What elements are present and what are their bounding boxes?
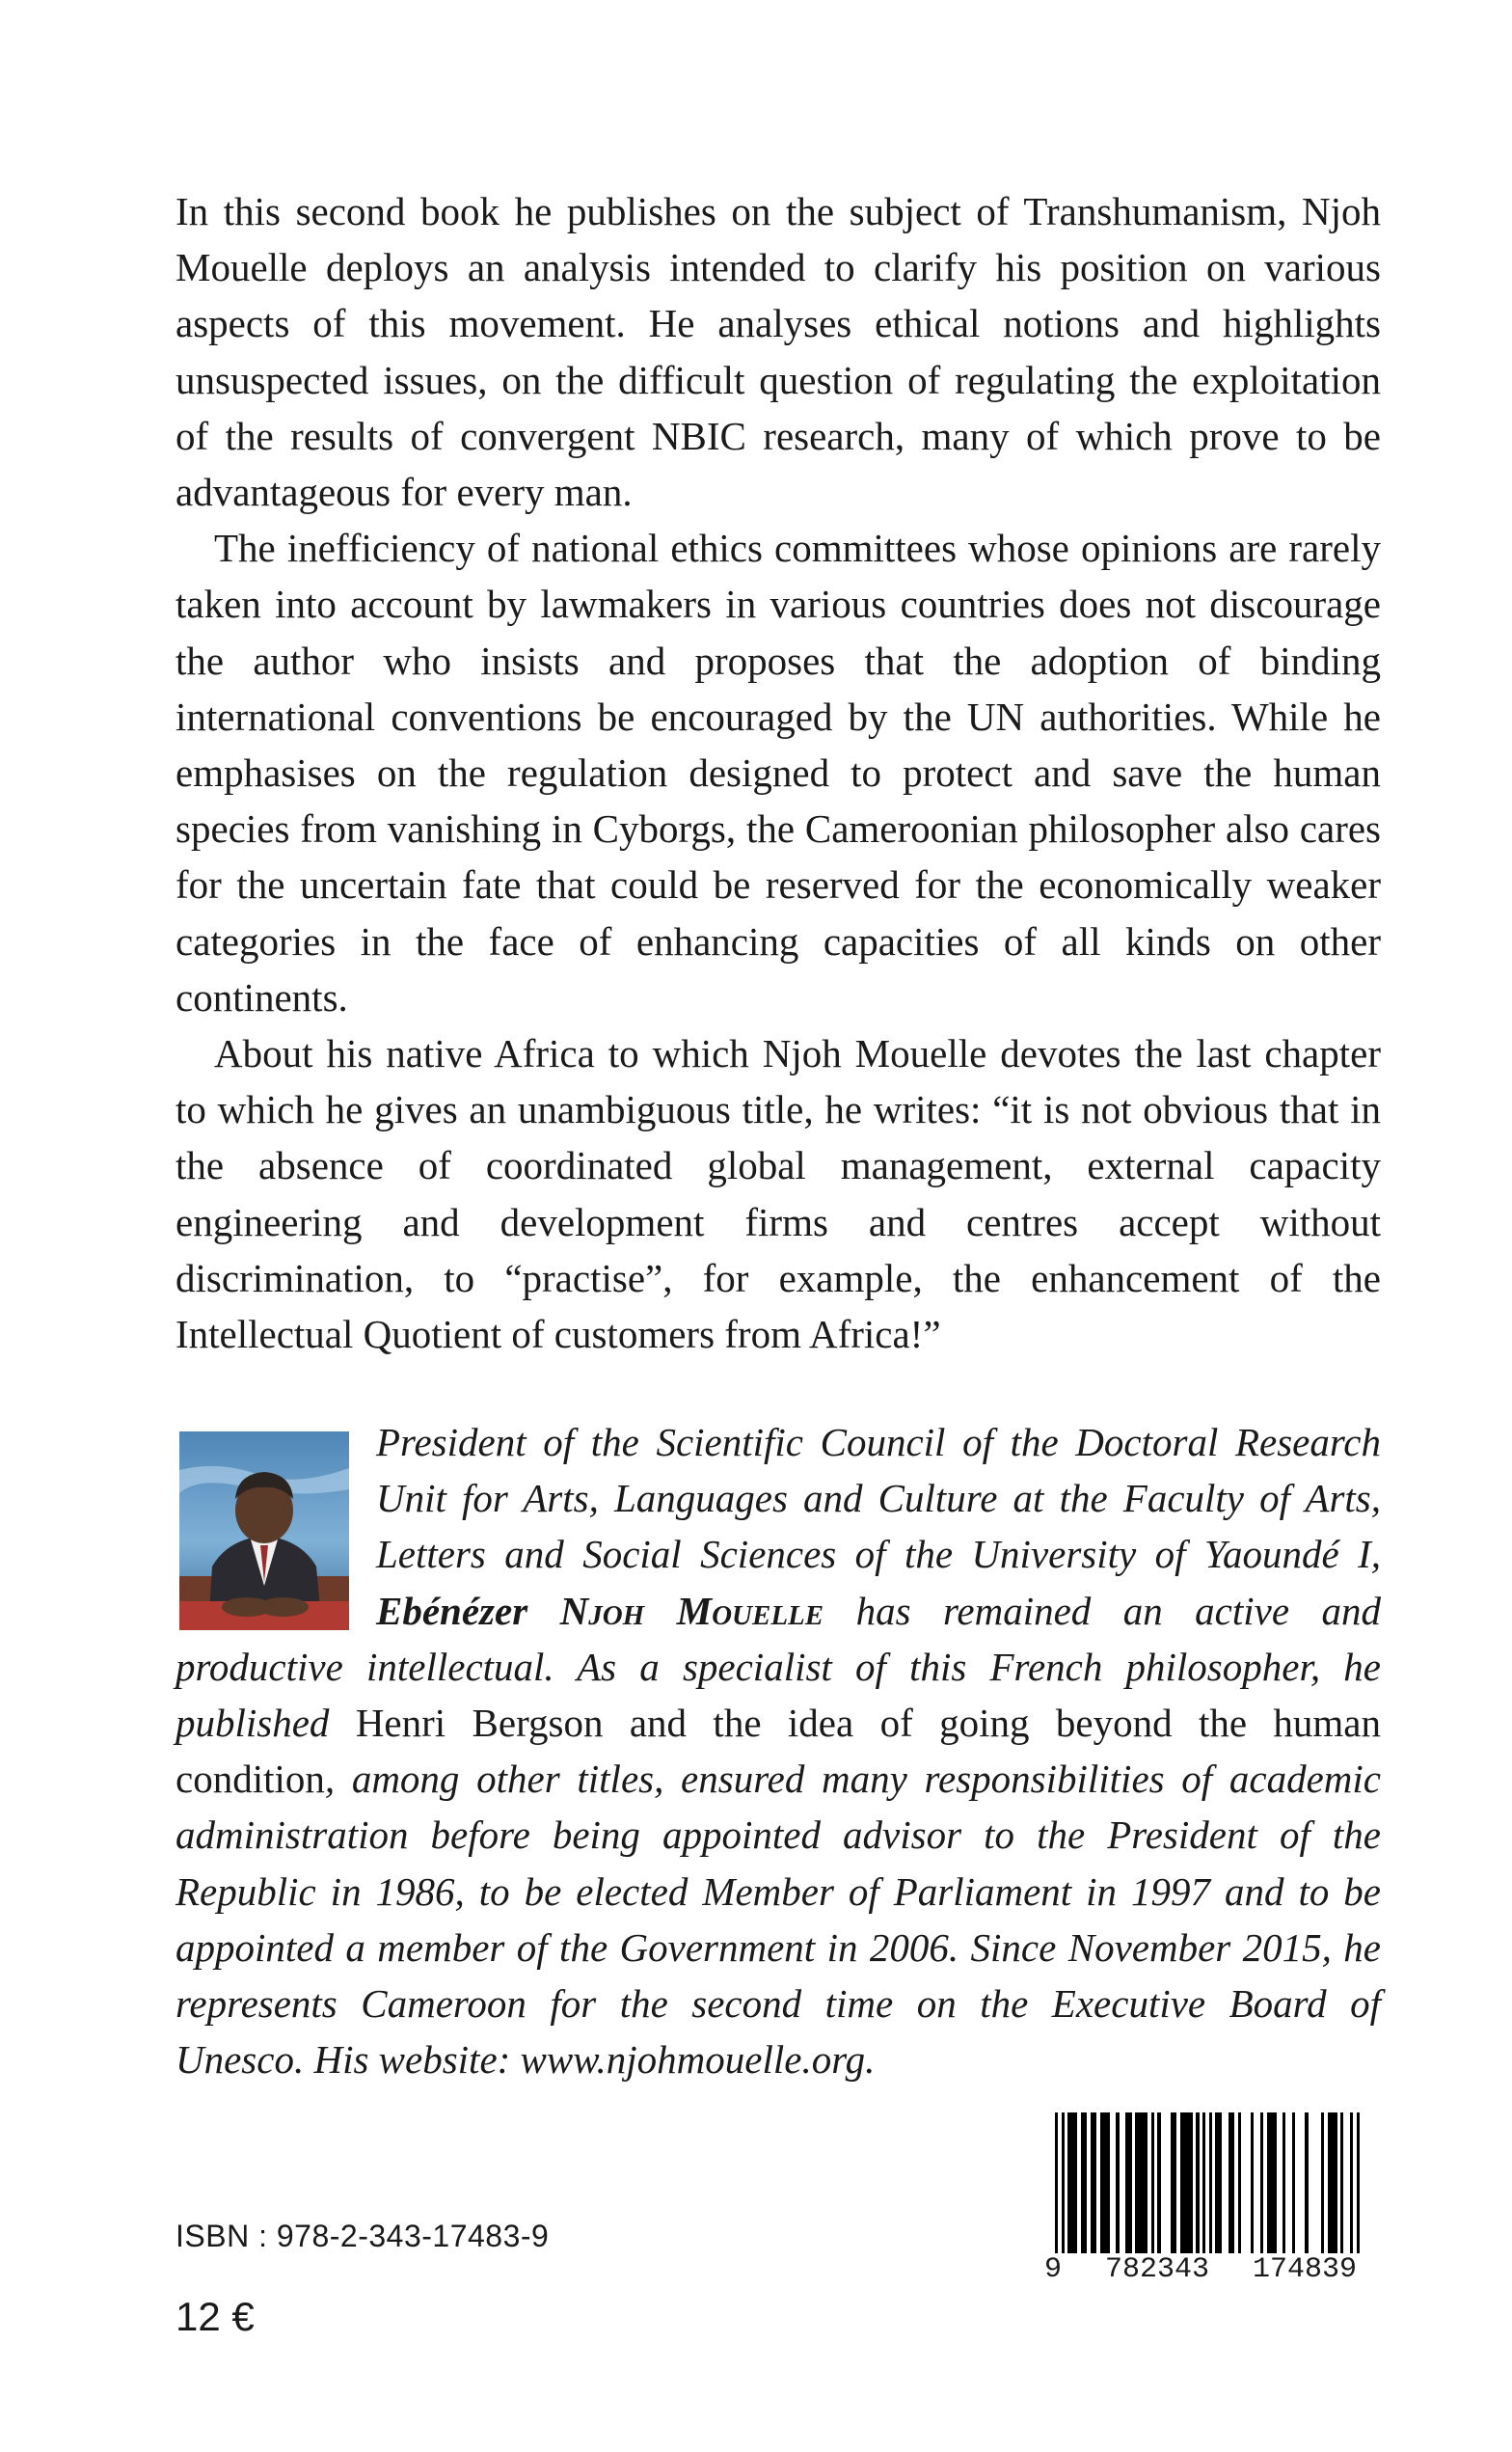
blurb-paragraph-3: About his native Africa to which Njoh Mouelle devotes the last chapter to which he gives an unambiguous title, he writes: “it is not obvious that in the absence of coordinated global management, external capacity engineering and development firms and centres accept without discrimination, to “practise”, for example, the enhancement of the Intellectual Quotient of customers from Africa!” (176, 1031, 1381, 1357)
barcode-bar (1180, 2112, 1193, 2253)
bio-intro: President of the Scientific Council of the Doctoral Research Unit for Arts, Languages and Culture at the Faculty of Arts, Letters and Social Sciences of the University of Yaoundé I, (376, 1420, 1381, 1577)
blurb-paragraph-1: In this second book he publishes on the subject of Transhumanism, Njoh Mouelle deploys an analysis intended to clarify his position on various aspects of this movement. He analyses ethical notions and highlights unsuspected issues, on the difficult question of regulating the exploitation of the results of convergent NBIC research, many of which prove to be advantageous for every man. (176, 189, 1381, 515)
barcode-bar (1251, 2112, 1254, 2253)
barcode-bar (1260, 2112, 1263, 2253)
blurb (176, 183, 1381, 1362)
barcode-bar (1267, 2112, 1277, 2253)
barcode-lead-digit: 9 (1041, 2253, 1065, 2286)
blurb-paragraph-2: The inefficiency of national ethics committees whose opinions are rarely taken into account by lawmakers in various countries does not discourage the author who insists and proposes that the adoption of binding international conventions be encouraged by the UN authorities. While he emphasises on the regulation designed to protect and save the human species from vanishing in Cyborgs, the Cameroonian philosopher also cares for the uncertain fate that could be reserved for the economically weaker categories in the face of enhancing capacities of all kinds on other continents. (176, 526, 1381, 1020)
bio-end: , among other titles, ensured many responsibilities of academic administration before being appointed advisor to the President of the Republic in 1986, to be elected Member of Parliament in 1997 and to be appointed a member of the Government in 2006. Since November 2015, he represents Cameroon for the second time on the Executive Board of Unesco. His website: www.njohmouelle.org. (176, 1757, 1381, 2083)
barcode-digits (1041, 2253, 1360, 2286)
barcode-bar (1135, 2112, 1148, 2253)
barcode-bar (1116, 2112, 1119, 2253)
author-bio (176, 1414, 1381, 2087)
author-first-name: Ebénézer (376, 1588, 528, 1633)
barcode-bar (1067, 2112, 1077, 2253)
barcode-bar (1321, 2112, 1324, 2253)
barcode-bar (1091, 2112, 1097, 2253)
barcode-bar (1215, 2112, 1222, 2253)
barcode-bar (1151, 2112, 1154, 2253)
barcode-bar (1228, 2112, 1235, 2253)
price: 12 € (176, 2294, 255, 2339)
author-last-name: Njoh Mouelle (559, 1588, 824, 1633)
barcode-bar (1305, 2112, 1308, 2253)
barcode-bar (1055, 2112, 1058, 2275)
barcode-left-group: 782343 (1102, 2253, 1212, 2286)
barcode-bar (1062, 2112, 1065, 2275)
barcode-bar (1202, 2112, 1205, 2275)
barcode-bar (1196, 2112, 1199, 2253)
author-photo (179, 1431, 349, 1630)
barcode-bar (1171, 2112, 1177, 2253)
barcode-bar (1157, 2112, 1160, 2253)
barcode-bar (1357, 2112, 1360, 2275)
barcode-bar (1350, 2112, 1353, 2275)
barcode-bar (1282, 2112, 1285, 2253)
barcode-bar (1081, 2112, 1088, 2253)
barcode-bar (1328, 2112, 1337, 2253)
bio-middle: has remained an active and productive intellectual. As a specialist of this French philosopher, he published (176, 1588, 1381, 1746)
barcode-bar (1340, 2112, 1343, 2253)
barcode-bar (1100, 2112, 1110, 2253)
barcode (1041, 2112, 1360, 2286)
barcode-bar (1238, 2112, 1241, 2253)
book-title: Henri Bergson and the idea of going beyond the human condition (176, 1701, 1382, 1802)
isbn: ISBN : 978-2-343-17483-9 (176, 2219, 550, 2253)
barcode-right-group: 174839 (1250, 2253, 1360, 2286)
barcode-bar (1292, 2112, 1295, 2253)
barcode-bar (1209, 2112, 1212, 2275)
author-name (376, 1589, 824, 1633)
barcode-bar (1125, 2112, 1132, 2253)
